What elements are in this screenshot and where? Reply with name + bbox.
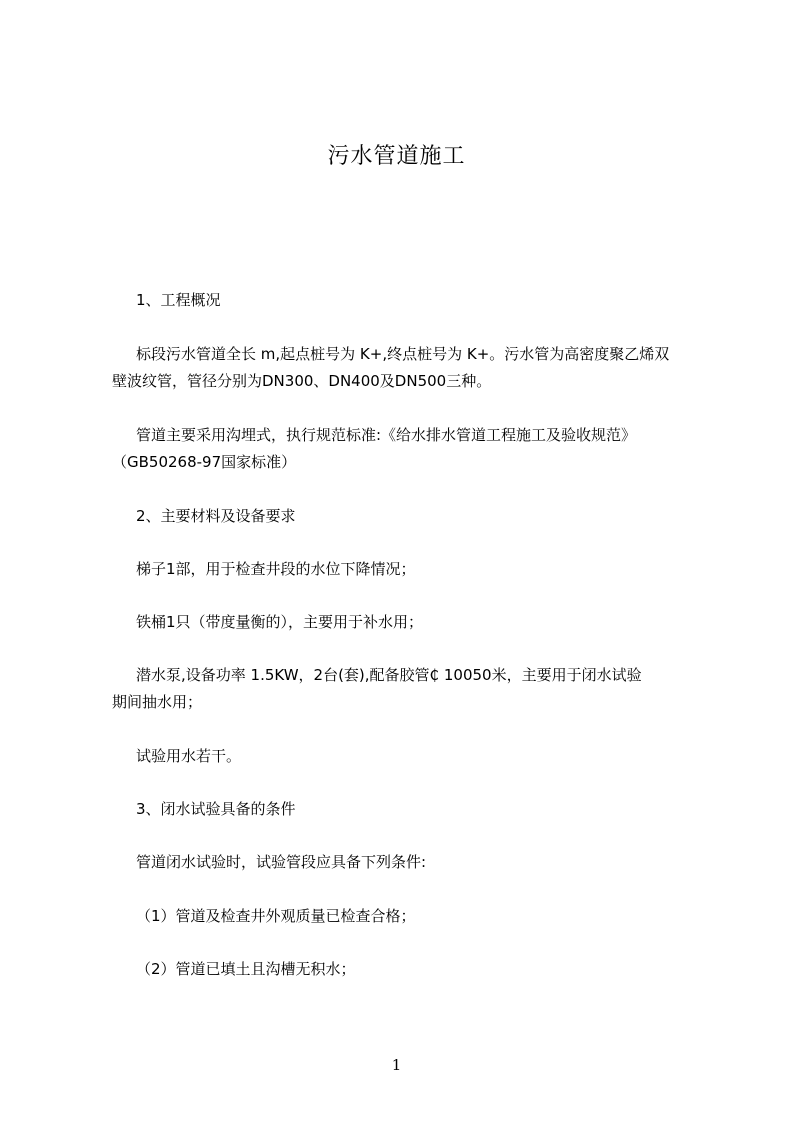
overview-paragraph-1-line-1: 标段污水管道全长 m,起点桩号为 K+,终点桩号为 K+。污水管为高密度聚乙烯双 xyxy=(136,345,670,363)
section-heading-materials: 2、主要材料及设备要求 xyxy=(136,507,296,525)
materials-item-water: 试验用水若干。 xyxy=(136,747,242,765)
overview-paragraph-2-line-1: 管道主要采用沟埋式，执行规范标准:《给水排水管道工程施工及验收规范》 xyxy=(136,426,637,444)
overview-paragraph-2-line-2: （GB50268-97国家标准） xyxy=(112,453,297,471)
conditions-item-1: （1）管道及检查井外观质量已检查合格； xyxy=(136,907,416,925)
page-number: 1 xyxy=(391,1056,402,1074)
document-title: 污水管道施工 xyxy=(327,144,466,169)
section-heading-overview: 1、工程概况 xyxy=(136,291,221,309)
materials-item-bucket: 铁桶1只（带度量衡的），主要用于补水用； xyxy=(136,613,424,631)
conditions-item-2: （2）管道已填土且沟槽无积水； xyxy=(136,960,356,978)
materials-item-ladder: 梯子1部，用于检查井段的水位下降情况； xyxy=(136,560,416,578)
section-heading-conditions: 3、闭水试验具备的条件 xyxy=(136,800,296,818)
overview-paragraph-1-line-2: 壁波纹管，管径分别为DN300、DN400及DN500三种。 xyxy=(112,372,492,390)
materials-item-pump-line-2: 期间抽水用； xyxy=(112,693,203,711)
conditions-intro: 管道闭水试验时，试验管段应具备下列条件: xyxy=(136,853,427,871)
materials-item-pump-line-1: 潜水泵,设备功率 1.5KW，2台(套),配备胶管₵ 10050米，主要用于闭水试验 xyxy=(136,666,642,684)
